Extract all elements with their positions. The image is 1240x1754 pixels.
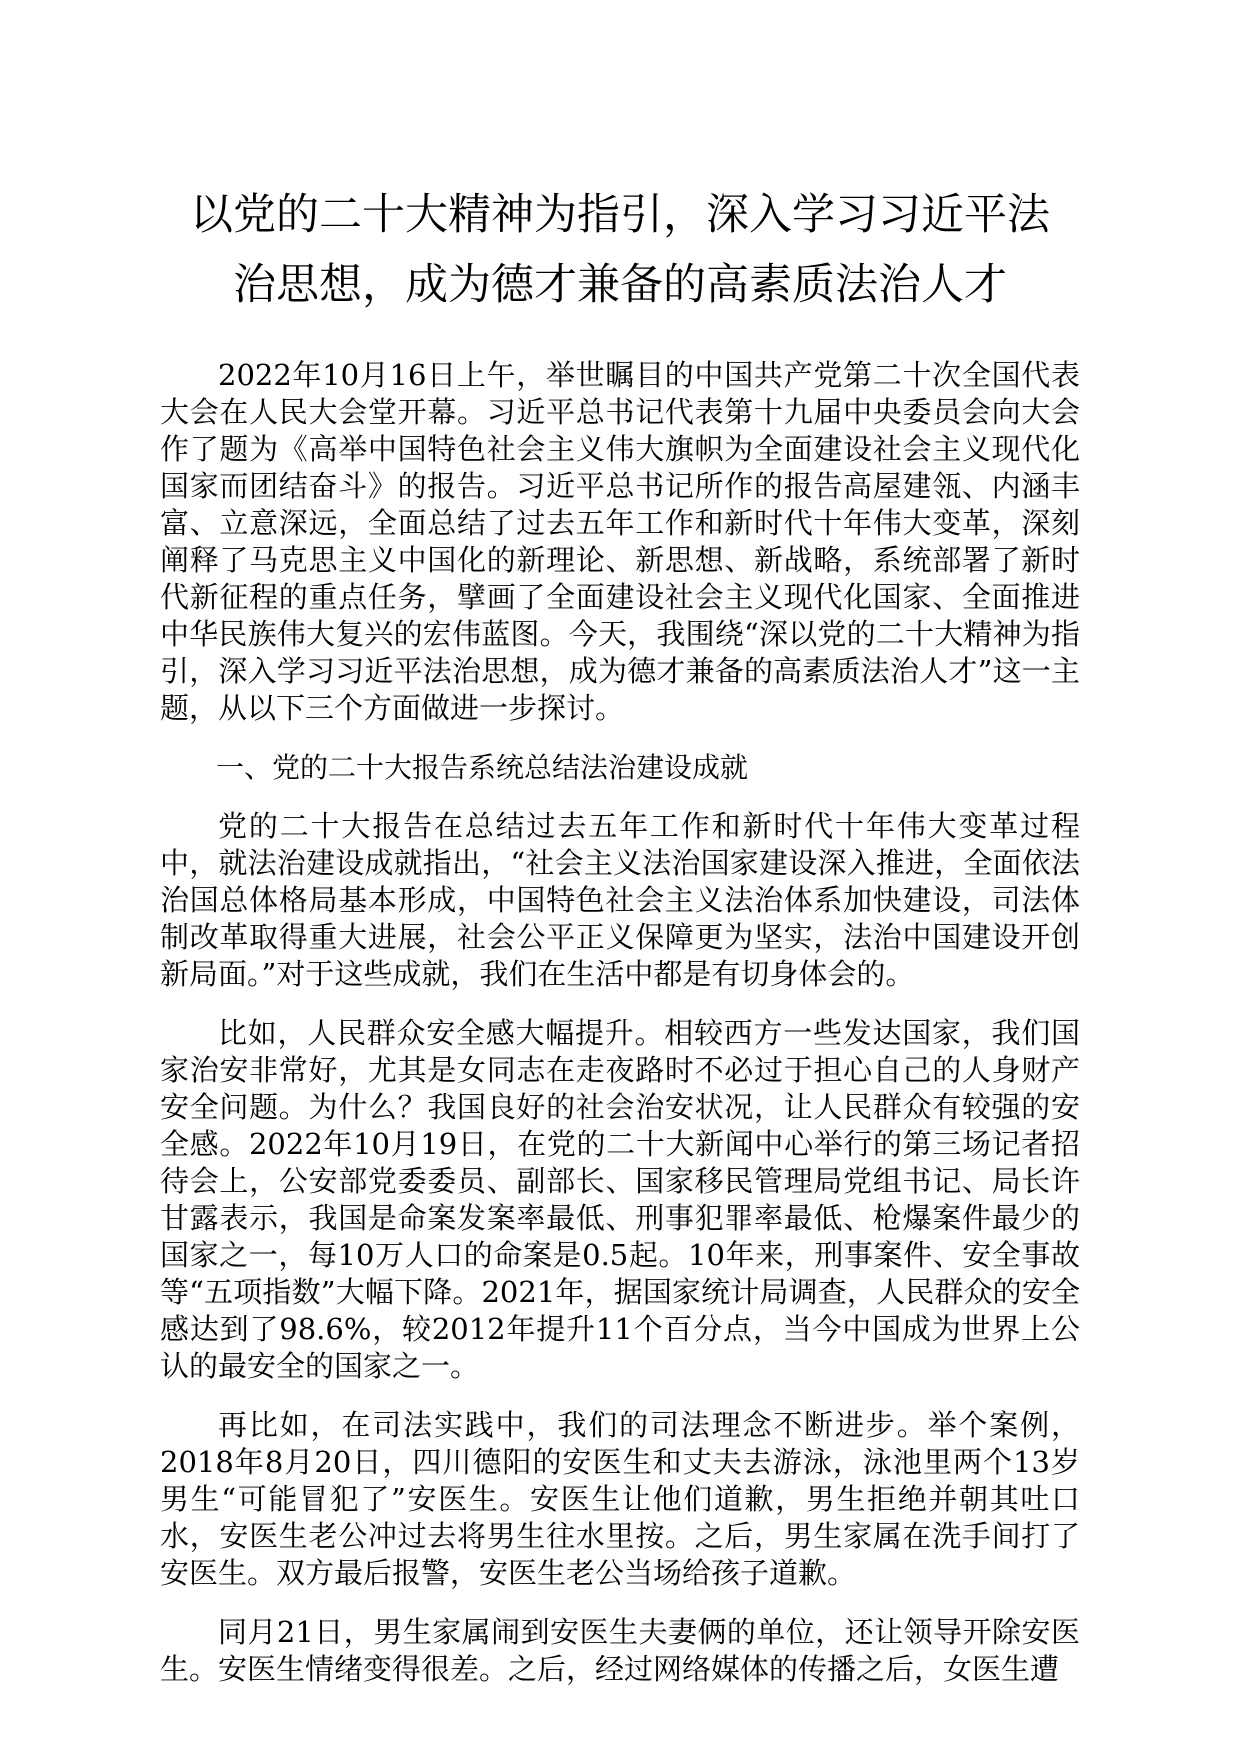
paragraph-case-continued: 同月21日，男生家属闹到安医生夫妻俩的单位，还让领导开除安医生。安医生情绪变得很差。之后，经过网络媒体的传播之后，女医生遭 <box>160 1615 1080 1686</box>
title-line-1: 以党的二十大精神为指引，深入学习习近平法 <box>190 190 1050 240</box>
paragraph-achievements: 党的二十大报告在总结过去五年工作和新时代十年伟大变革过程中，就法治建设成就指出，“社会主义法治国家建设深入推进，全面依法治国总体格局基本形成，中国特色社会主义法治体系加快建设，司法体制改革取得重大进展，社会公平正义保障更为坚实，法治中国建设开创新局面。”对于这些成就，我们在生活中都是有切身体会的。 <box>160 809 1080 991</box>
title-line-2: 治思想，成为德才兼备的高素质法治人才 <box>233 260 1007 310</box>
paragraph-safety: 比如，人民群众安全感大幅提升。相较西方一些发达国家，我们国家治安非常好，尤其是女同志在走夜路时不必过于担心自己的人身财产安全问题。为什么？我国良好的社会治安状况，让人民群众有较强的安全感。2022年10月19日，在党的二十大新闻中心举行的第三场记者招待会上，公安部党委委员、副部长、国家移民管理局党组书记、局长许甘露表示，我国是命案发案率最低、刑事犯罪率最低、枪爆案件最少的国家之一，每10万人口的命案是0.5起。10年来，刑事案件、安全事故等“五项指数”大幅下降。2021年，据国家统计局调查，人民群众的安全感达到了98.6%，较2012年提升11个百分点，当今中国成为世界上公认的最安全的国家之一。 <box>160 1016 1080 1383</box>
document-body <box>160 357 1080 1710</box>
paragraph-judicial-case: 再比如，在司法实践中，我们的司法理念不断进步。举个案例，2018年8月20日，四川德阳的安医生和丈夫去游泳，泳池里两个13岁男生“可能冒犯了”安医生。安医生让他们道歉，男生拒绝并朝其吐口水，安医生老公冲过去将男生往水里按。之后，男生家属在洗手间打了安医生。双方最后报警，安医生老公当场给孩子道歉。 <box>160 1408 1080 1590</box>
paragraph-intro: 2022年10月16日上午，举世瞩目的中国共产党第二十次全国代表大会在人民大会堂开幕。习近平总书记代表第十九届中央委员会向大会作了题为《高举中国特色社会主义伟大旗帜为全面建设社会主义现代化国家而团结奋斗》的报告。习近平总书记所作的报告高屋建瓴、内涵丰富、立意深远，全面总结了过去五年工作和新时代十年伟大变革，深刻阐释了马克思主义中国化的新理论、新思想、新战略，系统部署了新时代新征程的重点任务，擘画了全面建设社会主义现代化国家、全面推进中华民族伟大复兴的宏伟蓝图。今天，我围绕“深以党的二十大精神为指引，深入学习习近平法治思想，成为德才兼备的高素质法治人才”这一主题，从以下三个方面做进一步探讨。 <box>160 358 1080 725</box>
section-heading: 一、党的二十大报告系统总结法治建设成就 <box>216 751 749 784</box>
document-title <box>140 180 1100 320</box>
